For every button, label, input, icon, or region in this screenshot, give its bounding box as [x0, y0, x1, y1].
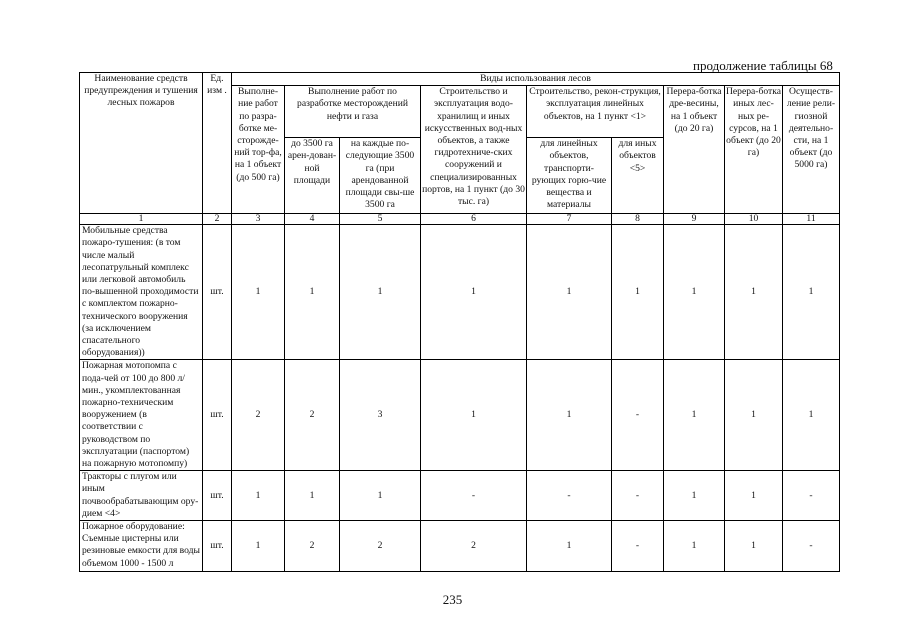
cell: 1 [664, 360, 725, 471]
table-caption: продолжение таблицы 68 [693, 58, 833, 73]
column-number: 2 [203, 214, 232, 225]
cell: 2 [421, 521, 527, 572]
cell: - [783, 521, 840, 572]
column-number: 9 [664, 214, 725, 225]
header-c8: для иных объектов <5> [612, 138, 664, 214]
column-number: 10 [725, 214, 783, 225]
cell: шт. [203, 471, 232, 521]
column-number: 8 [612, 214, 664, 225]
table-row [80, 521, 840, 572]
cell: 1 [725, 225, 783, 360]
cell: - [783, 471, 840, 521]
cell: 1 [232, 471, 285, 521]
page-number: 235 [442, 592, 463, 607]
cell: 1 [527, 225, 612, 360]
column-number: 1 [80, 214, 203, 225]
cell: 1 [725, 521, 783, 572]
column-number: 11 [783, 214, 840, 225]
cell: 1 [783, 360, 840, 471]
column-number: 6 [421, 214, 527, 225]
cell: - [527, 471, 612, 521]
cell: 1 [232, 521, 285, 572]
header-c5: на каждые по-следующие 3500 га (при арендованной площади свы-ше 3500 га [340, 138, 421, 214]
header-c11: Осуществ-ление рели-гиозной деятельно-сти, на 1 объект (до 5000 га) [783, 86, 840, 214]
cell: 2 [340, 521, 421, 572]
header-name: Наименование средств предупреждения и тушения лесных пожаров [80, 73, 203, 214]
cell: 1 [285, 225, 340, 360]
header-c6: Строительство и эксплуатация водо-хранилищ и иных искусственных вод-ных объектов, а также гидротехниче-ских сооружений и специализированных портов, на 1 пункт (до 30 тыс. га) [421, 86, 527, 214]
cell: 3 [340, 360, 421, 471]
cell: 1 [421, 225, 527, 360]
header-group: Виды использования лесов [232, 73, 840, 86]
header-c45: Выполнение работ по разработке месторождений нефти и газа [285, 86, 421, 138]
cell: 1 [725, 471, 783, 521]
cell: шт. [203, 521, 232, 572]
table-row [80, 471, 840, 521]
cell: 1 [783, 225, 840, 360]
cell: 2 [285, 360, 340, 471]
table-row [80, 225, 840, 360]
cell: 1 [285, 471, 340, 521]
cell: 1 [725, 360, 783, 471]
header-unit: Ед. изм . [203, 73, 232, 214]
cell: - [612, 360, 664, 471]
header-c4: до 3500 га арен-дован-ной площади [285, 138, 340, 214]
cell: 1 [612, 225, 664, 360]
cell: - [612, 471, 664, 521]
table-row [80, 360, 840, 471]
cell: 1 [664, 471, 725, 521]
header-c9: Перера-ботка дре-весины, на 1 объект (до 20 га) [664, 86, 725, 214]
row-name: Пожарная мотопомпа с пода-чей от 100 до 800 л/мин., укомплектованная пожарно-техническим вооружением (в соответствии с руководством по эксплуатации (паспортом) на пожарную мотопомпу) [80, 360, 203, 471]
row-name: Тракторы с плугом или иным почвообрабатывающим ору-дием <4> [80, 471, 203, 521]
cell: шт. [203, 360, 232, 471]
header-c10: Перера-ботка иных лес-ных ре-сурсов, на 1 объект (до 20 га) [725, 86, 783, 214]
column-number: 5 [340, 214, 421, 225]
cell: 2 [285, 521, 340, 572]
cell: шт. [203, 225, 232, 360]
column-number: 4 [285, 214, 340, 225]
row-name: Пожарное оборудование: Съемные цистерны или резиновые емкости для воды объемом 1000 - 1500 л [80, 521, 203, 572]
column-number: 3 [232, 214, 285, 225]
cell: 1 [664, 225, 725, 360]
row-name: Мобильные средства пожаро-тушения: (в том числе малый лесопатрульный комплекс или легковой автомобиль по-вышенной проходимости с комплектом пожарно-технического вооружения (за исключением спасательного оборудования)) [80, 225, 203, 360]
cell: - [421, 471, 527, 521]
cell: 2 [232, 360, 285, 471]
cell: - [612, 521, 664, 572]
cell: 1 [664, 521, 725, 572]
header-c7: для линейных объектов, транспорти-рующих горю-чие вещества и материалы [527, 138, 612, 214]
cell: 1 [527, 521, 612, 572]
cell: 1 [232, 225, 285, 360]
cell: 1 [340, 225, 421, 360]
header-c78: Строительство, рекон-струкция, эксплуатация линейных объектов, на 1 пункт <1> [527, 86, 664, 138]
equipment-table [79, 72, 840, 572]
header-c3: Выполне-ние работ по разра-ботке ме-сторожде-ний тор-фа, на 1 объект (до 500 га) [232, 86, 285, 214]
cell: 1 [527, 360, 612, 471]
column-number: 7 [527, 214, 612, 225]
cell: 1 [421, 360, 527, 471]
cell: 1 [340, 471, 421, 521]
